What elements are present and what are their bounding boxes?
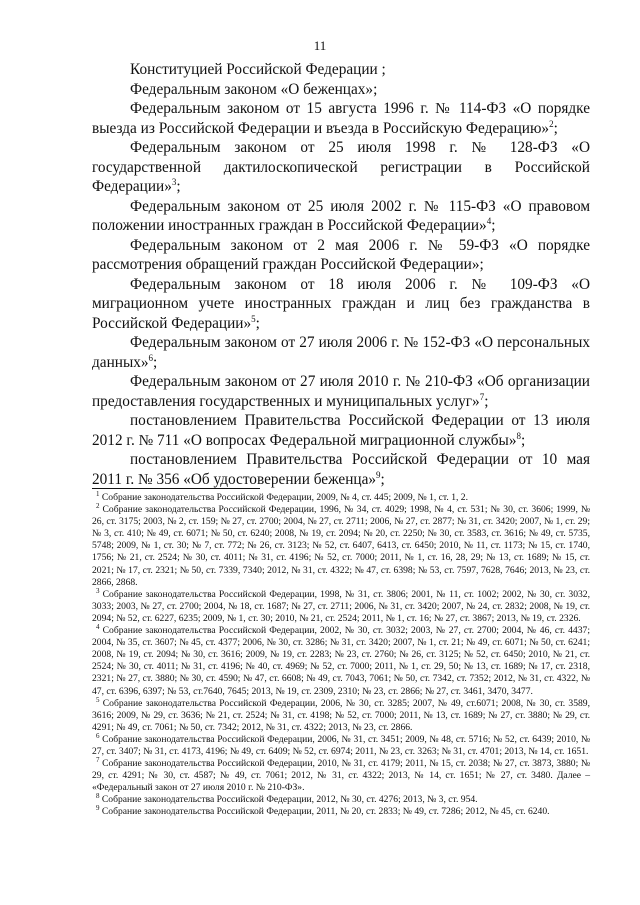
page-number: 11 — [313, 38, 327, 53]
footnote-ref: 9 — [376, 469, 381, 480]
footnote-number: 4 — [96, 622, 100, 631]
paragraph: Конституцией Российской Федерации ; — [130, 61, 386, 78]
footnote-ref: 3 — [171, 176, 177, 187]
footnote-number: 8 — [96, 792, 100, 801]
footnote-ref: 5 — [251, 313, 256, 324]
footnote: $^6$ Собрание законодательства Российской Федерации, 2006, № 31, ст. 3451; 2009, № 48, ст. 5716; № 52, ст. 6439; 2010, № 27, ст. 3407; № 31, ст. 4173, 4196; № 49, ст. 6409; № 52, ст. 6974; 2011, № 23, ст. 3263; № 31, ст. 4701; 2013, № 14, ст. 1651. — [92, 731, 590, 757]
footnotes — [92, 489, 591, 819]
paragraph: Федеральным законом от 18 июля 2006 г. № 109-ФЗ «О миграционном учете иностранных граждан и лиц без гражданства в Российской Федерации»$^5$; — [92, 275, 590, 332]
paragraph: Федеральным законом от 15 августа 1996 г. № 114-ФЗ «О порядке выезда из Российской Федерации и въезда в Российскую Федерацию»$^2$; — [92, 100, 590, 137]
footnote-number: 7 — [96, 755, 100, 764]
footnote: $^4$ Собрание законодательства Российской Федерации, 2002, № 30, ст. 3032; 2003, № 27, ст. 2700; 2004, № 46, ст. 4437; 2004, № 35, ст. 3607; № 45, ст. 4377; 2006, № 30, ст. 3286; № 31, ст. 3420; 2007, № 1, ст. 21; № 49, ст. 6071; № 50, ст. 6241; 2008, № 19, ст. 2094; № 30, ст. 3616; 2009, № 19, ст. 2283; № 23, ст. 2760; № 26, ст. 3125; № 52, ст. 6450; 2010, № 21, ст. 2524; № 30, ст. 4011; № 31, ст. 4196; № 40, ст. 4969; № 52, ст. 7000; 2011, № 1, ст. 29, 50; № 13, ст. 1689; № 17, ст. 2318, 2321; № 27, ст. 3880; № 30, ст. 4590; № 47, ст. 6608; № 49, ст. 7043, 7061; № 50, ст. 7342, ст. 7352; 2012, № 31, ст. 4322, № 47, ст. 6396, 6397; № 53, ст.7640, 7645; 2013, № 19, ст. 2309, 2310; № 23, ст. 2866; № 27, ст. 3461, 3470, 3477. — [92, 622, 590, 697]
paragraph: постановлением Правительства Российской Федерации от 10 мая 2011 г. № 356 «Об удостоверении беженца»$^9$; — [92, 451, 590, 488]
footnote-separator — [92, 488, 260, 489]
paragraph: Федеральным законом от 2 мая 2006 г. № 59-ФЗ «О порядке рассмотрения обращений граждан Российской Федерации»; — [92, 236, 590, 273]
footnote-ref: 8 — [516, 430, 521, 441]
footnote: $^9$ Собрание законодательства Российской Федерации, 2011, № 20, ст. 2833; № 49, ст. 7286; 2012, № 45, ст. 6240. — [96, 804, 550, 818]
footnote-number: 3 — [96, 586, 100, 595]
footnote-ref: 6 — [148, 352, 154, 363]
paragraph: Федеральным законом от 25 июля 1998 г. № 128-ФЗ «О государственной дактилоскопической регистрации в Российской Федерации»$^3$; — [92, 139, 590, 195]
footnote-number: 5 — [96, 695, 100, 704]
footnote: $^5$ Собрание законодательства Российской Федерации, 2006, № 30, ст. 3285; 2007, № 49, ст.6071; 2008, № 30, ст. 3589, 3616; 2009, № 29, ст. 3636; № 21, ст. 2524; № 31, ст. 4198; № 52, ст. 7000; 2011, № 13, ст. 1689; № 27, ст. 3880; № 29, ст. 4291; № 49, ст. 7061; № 50, ст. 7342; 2012, № 31, ст. 4322; 2013, № 23, ст. 2866. — [92, 695, 590, 733]
footnote: $^7$ Собрание законодательства Российской Федерации, 2010, № 31, ст. 4179; 2011, № 15, ст. 2038; № 27, ст. 3873, 3880; № 29, ст. 4291; № 30, ст. 4587; № 49, ст. 7061; 2012, № 31, ст. 4322; 2013, № 14, ст. 1651; № 27, ст. 3480. Далее – «Федеральный закон от 27 июля 2010 г. № 210-ФЗ». — [92, 755, 591, 794]
paragraph: Федеральным законом от 27 июля 2010 г. № 210-ФЗ «Об организации предоставления государственных и муниципальных услуг»$^7$; — [92, 373, 590, 410]
paragraph: Федеральным законом от 27 июля 2006 г. № 152-ФЗ «О персональных данных»$^6$; — [92, 334, 590, 371]
paragraph: Федеральным законом «О беженцах»; — [130, 80, 378, 98]
footnote: $^8$ Собрание законодательства Российской Федерации, 2012, № 30, ст. 4276; 2013, № 3, ст. 954. — [96, 792, 478, 806]
footnote-number: 1 — [96, 489, 100, 498]
footnote: $^2$ Собрание законодательства Российской Федерации, 1996, № 34, ст. 4029; 1998, № 4, ст. 531; № 30, ст. 3606; 1999, № 26, ст. 3175; 2003, № 2, ст. 159; № 27, ст. 2700; 2004, № 27, ст. 2711; 2006, № 27, ст. 2877; № 31, ст. 3420; 2007, № 1, ст. 29; № 3, ст. 410; № 49, ст. 6071; № 50, ст. 6240; 2008, № 19, ст. 2094; № 20, ст. 2250; № 30, ст. 3583, ст. 3616; № 49, ст. 5735, 5748; 2009, № 1, ст. 30; № 7, ст. 772; № 26, ст. 3123; № 52, ст. 6407, 6413, ст. 6450; 2010, № 11, ст. 1173; № 15, ст. 1740, 1756; № 21, ст. 2524; № 30, ст. 4011; № 31, ст. 4196; № 52, ст. 7000; 2011, № 1, ст. 16, 28, 29; № 13, ст. 1689; № 15, ст. 2021; № 17, ст. 2321; № 50, ст. 7339, 7340; 2012, № 31, ст. 4322; № 47, ст. 6398; № 53, ст. 7597, 7628, 7646; 2013, № 23, ст. 2866, 2868. — [92, 501, 591, 588]
footnote: $^3$ Собрание законодательства Российской Федерации, 1998, № 31, ст. 3806; 2001, № 11, ст. 1002; 2002, № 30, ст. 3032, 3033; 2003, № 27, ст. 2700; 2004, № 18, ст. 1687; № 27, ст. 2711; 2006, № 31, ст. 3420; 2007, № 24, ст. 2832; 2008, № 19, ст. 2094; № 52, ст. 6227, 6235; 2009, № 1, ст. 30; 2010, № 21, ст. 2524; 2011, № 1, ст. 16; № 27, ст. 3867; 2013, № 19, ст. 2326. — [92, 586, 590, 624]
footnote-ref: 2 — [549, 118, 554, 129]
footnote-ref: 4 — [486, 215, 492, 226]
paragraph: постановлением Правительства Российской Федерации от 13 июля 2012 г. № 711 «О вопросах Федеральной миграционной службы»$^8$; — [92, 412, 590, 449]
footnote-number: 6 — [96, 731, 100, 740]
footnote-ref: 7 — [479, 391, 485, 402]
paragraph: Федеральным законом от 25 июля 2002 г. № 115-ФЗ «О правовом положении иностранных граждан в Российской Федерации»$^4$; — [92, 197, 590, 234]
main-text — [92, 60, 590, 489]
footnote-number: 2 — [96, 501, 100, 510]
footnote-number: 9 — [96, 804, 100, 813]
footnote: $^1$ Собрание законодательства Российской Федерации, 2009, № 4, ст. 445; 2009, № 1, ст. 1, 2. — [96, 489, 468, 503]
